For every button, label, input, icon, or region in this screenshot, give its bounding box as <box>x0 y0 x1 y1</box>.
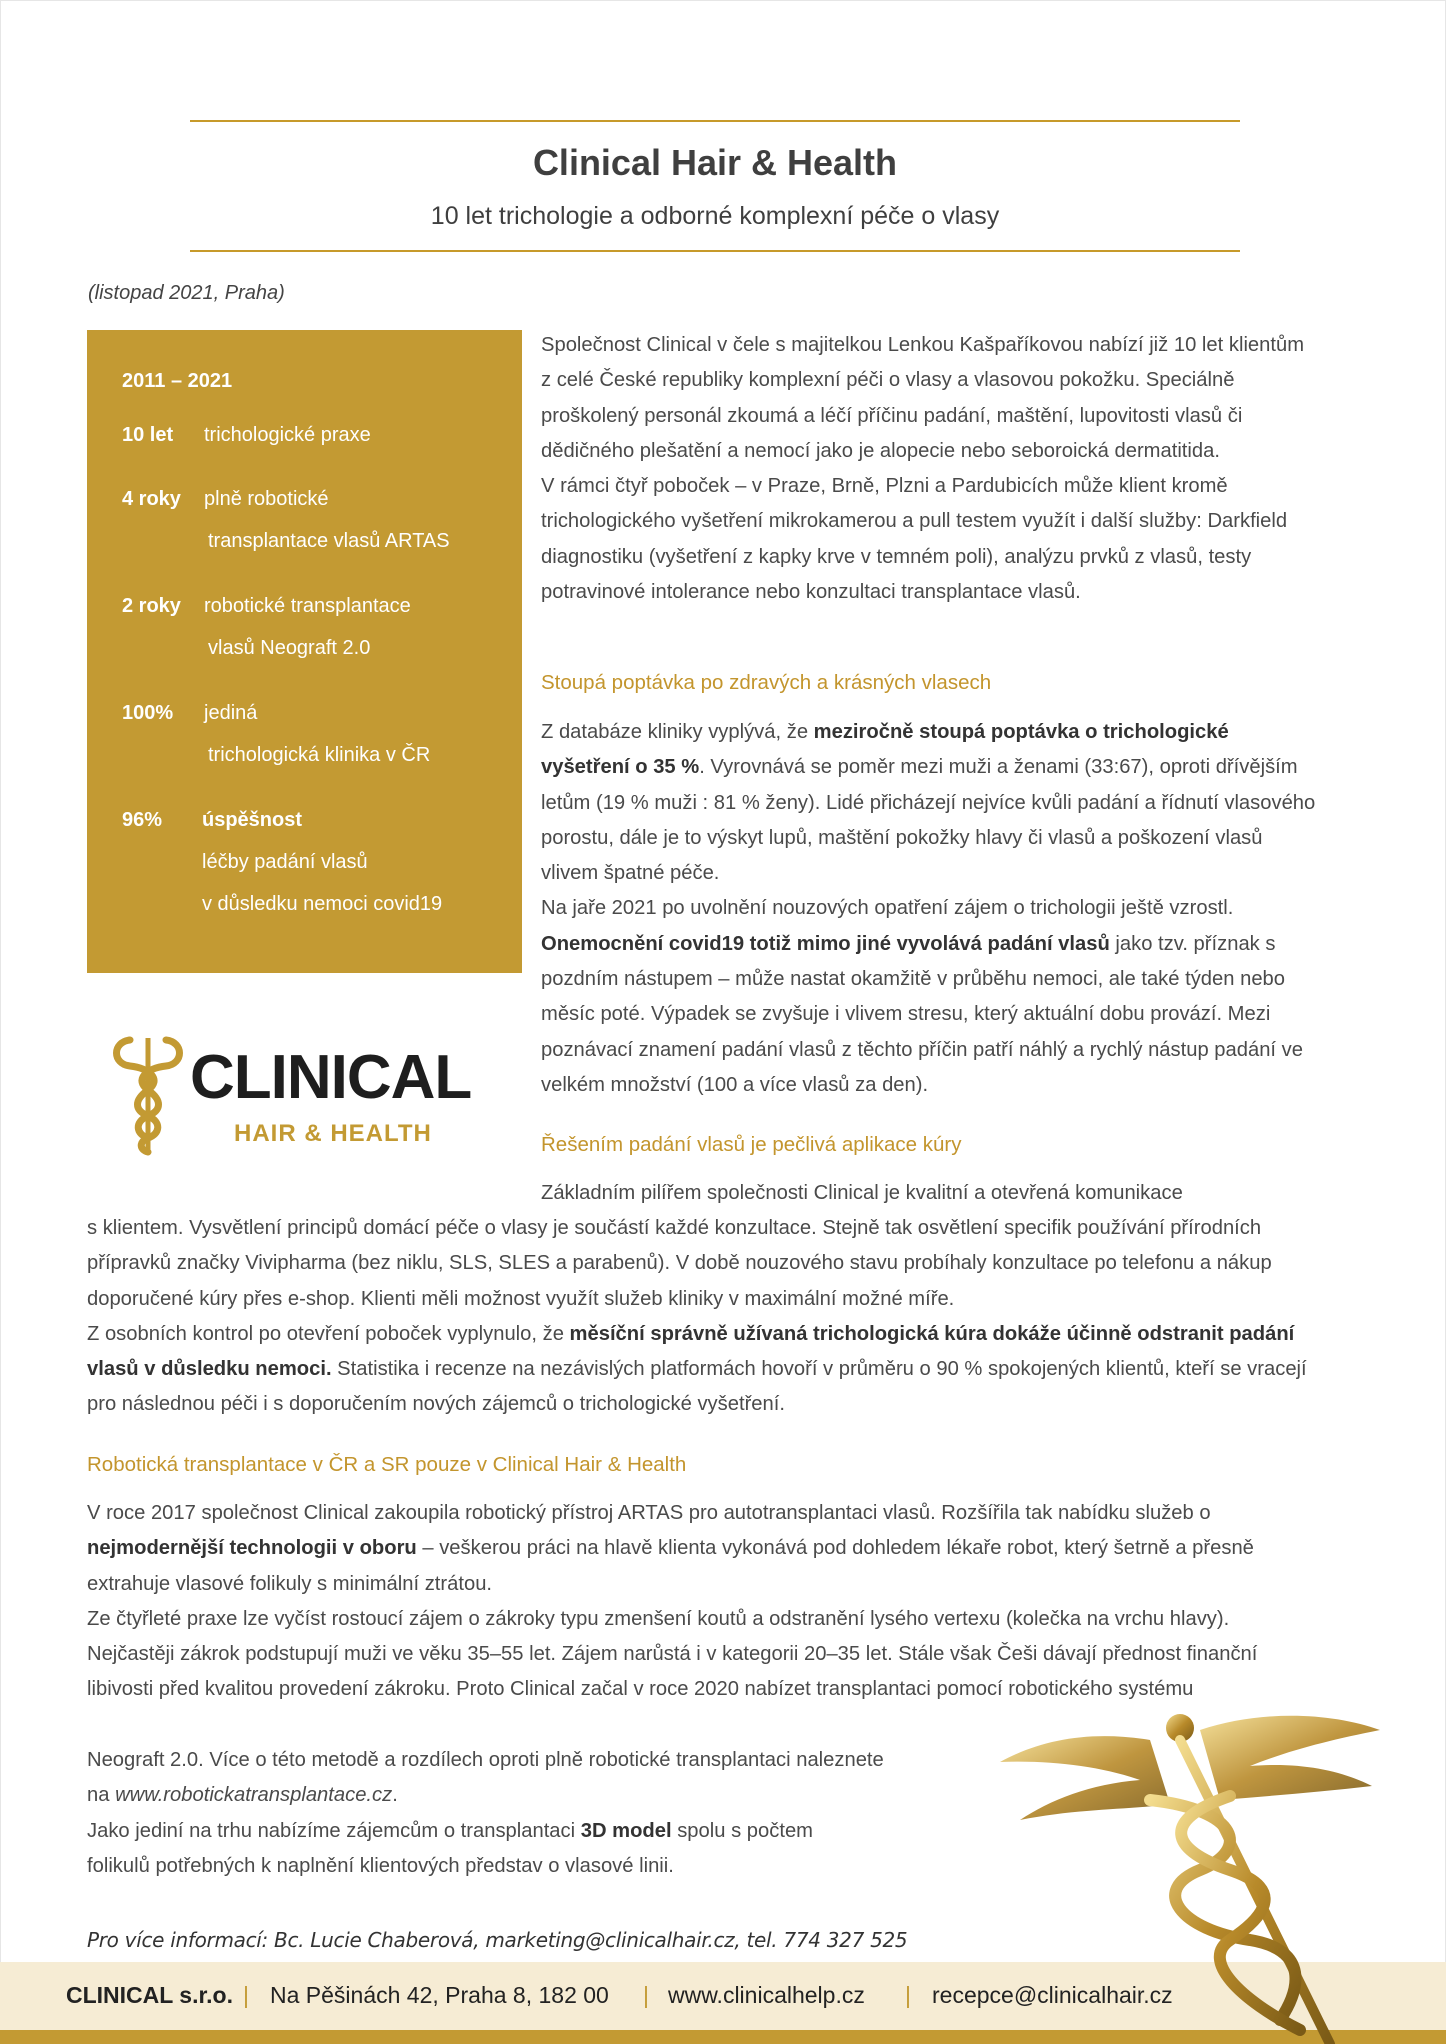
section2-first-line: Základním pilířem společnosti Clinical je kvalitní a otevřená komunikace <box>541 1182 1183 1204</box>
stat-value: 96% <box>122 809 163 831</box>
stat-label: trichologické praxe <box>204 424 371 446</box>
section1-text <box>541 715 1319 1103</box>
text-run: spolu s počtem <box>671 1819 813 1842</box>
section3-line: folikulů potřebných k naplnění klientových představ o vlasové linii. <box>87 1854 674 1877</box>
stat-label: vlasů Neograft 2.0 <box>208 637 371 659</box>
section3-paragraph <box>87 1496 1332 1602</box>
footer-email[interactable]: recepce@clinicalhair.cz <box>932 1982 1173 2008</box>
website-link[interactable]: www.robotickatransplantace.cz <box>115 1784 393 1807</box>
dateline: (listopad 2021, Praha) <box>88 282 285 304</box>
bold-text: 3D model <box>580 1819 672 1842</box>
section-heading: Stoupá poptávka po zdravých a krásných vlasech <box>541 671 992 694</box>
stat-label: v důsledku nemoci covid19 <box>202 893 443 915</box>
stat-label: robotické transplantace <box>204 595 411 617</box>
section1-paragraph <box>541 715 1319 891</box>
text-run: – veškerou práci na hlavě klienta vykonává pod dohledem lékaře robot, který šetrně a přesně extrahuje vlasové folikuly s minimální ztrátou. <box>87 1537 1254 1595</box>
footer-address: Na Pěšinách 42, Praha 8, 182 00 <box>270 1982 609 2008</box>
bold-text: meziročně stoupá poptávka o trichologické vyšetření o 35 % <box>541 721 1229 779</box>
stat-label: plně robotické <box>204 488 329 510</box>
text-run: . Vyrovnává se poměr mezi muži a ženami (33:67), oproti dřívějším letům (19 % muži : 81 % ženy). Lidé přicházejí nejvíce kvůli padání a řídnutí vlasového porostu, dále je to výskyt lupů, maštění pokožky hlavy či vlasů a poškození vlasů vlivem špatné péče. <box>541 756 1316 885</box>
stat-value: 10 let <box>122 424 174 446</box>
footer-separator: | <box>643 1982 649 2008</box>
section2-text <box>87 1211 1327 1423</box>
text-run: Statistika i recenze na nezávislých platformách hovoří v průměru o 90 % spokojených klientů, kteří se vracejí pro následnou péči i s doporučením nových zájemců o trichologické vyšetření. <box>87 1358 1307 1416</box>
text-run: Z osobních kontrol po otevření poboček vyplynulo, že <box>87 1322 570 1345</box>
logo-subtitle: HAIR & HEALTH <box>234 1120 432 1147</box>
golden-caduceus-icon <box>1000 1700 1446 2044</box>
intro-text <box>541 328 1311 610</box>
section3-text-narrow <box>87 1743 1007 1884</box>
footer-separator: | <box>905 1982 911 2008</box>
footer-separator: | <box>243 1982 249 2008</box>
stat-label: léčby padání vlasů <box>202 851 368 873</box>
bold-text: nejmodernější technologii v oboru <box>87 1537 417 1560</box>
stat-value: 2 roky <box>122 595 181 617</box>
top-rule <box>190 120 1240 122</box>
stat-value: 100% <box>122 702 174 724</box>
intro-paragraph: V rámci čtyř poboček – v Praze, Brně, Plzni a Pardubicích může klient kromě trichologického vyšetření mikrokamerou a pull testem využít i další služby: Darkfield diagnostiku (vyšetření z kapky krve v temném poli), analýzu prvků z vlasů, testy potravinové intolerance nebo konzultaci transplantace vlasů. <box>541 475 1288 604</box>
stat-value: 4 roky <box>122 488 181 510</box>
section-heading: Robotická transplantace v ČR a SR pouze v Clinical Hair & Health <box>87 1453 687 1476</box>
section3-line: Neograft 2.0. Více o této metodě a rozdílech oproti plně robotické transplantaci naleznete <box>87 1749 884 1771</box>
footer-company: CLINICAL s.r.o. <box>66 1982 233 2008</box>
intro-paragraph: Společnost Clinical v čele s majitelkou Lenkou Kašpaříkovou nabízí již 10 let klientům z celé České republiky komplexní péči o vlasy a vlasovou pokožku. Speciálně proškolený personál zkoumá a léčí příčinu padání, maštění, lupovitosti vlasů či dědičného plešatění a nemocí jako je alopecie nebo seboroická dermatitida. <box>541 334 1305 462</box>
footer-website[interactable]: www.clinicalhelp.cz <box>668 1982 865 2008</box>
stat-label: úspěšnost <box>202 809 303 831</box>
section2-paragraph: s klientem. Vysvětlení principů domácí péče o vlasy je součástí každé konzultace. Stejně tak osvětlení specifik používání přírodních přípravků značky Vivipharma (bez niklu, SLS, SLES a parabenů). V době nouzového stavu probíhaly konzultace po telefonu a nákup doporučené kúry přes e-shop. Klienti měli možnost využít služeb kliniky v maximální možné míře. <box>87 1217 1272 1310</box>
section2-paragraph <box>87 1317 1327 1423</box>
bottom-rule <box>190 250 1240 252</box>
page-subtitle: 10 let trichologie a odborné komplexní péče o vlasy <box>430 202 1000 230</box>
text-run: jako tzv. příznak s pozdním nástupem – může nastat okamžitě v průběhu nemoci, ale také týden nebo měsíc poté. Výpadek se zvyšuje i vlivem stresu, který aktuální dobu provází. Mezi poznávací znamení padání vlasů z těchto příčin patří náhlý a rychlý nástup padání ve velkém množství (100 a více vlasů za den). <box>541 932 1303 1096</box>
text-run: na <box>87 1784 116 1807</box>
text-run: Z databáze kliniky vyplývá, že <box>541 721 814 743</box>
bold-text: měsíční správně užívaná trichologická kúra dokáže účinně odstranit padání vlasů v důsledku nemoci. <box>87 1322 1295 1381</box>
stat-label: trichologická klinika v ČR <box>208 744 431 766</box>
section3-line <box>87 1814 1007 1849</box>
text-run: Na jaře 2021 po uvolnění nouzových opatření zájem o trichologii ještě vzrostl. <box>541 897 1234 920</box>
stat-label: transplantace vlasů ARTAS <box>208 530 450 552</box>
section-heading: Řešením padání vlasů je pečlivá aplikace kúry <box>541 1133 962 1156</box>
caduceus-logo-icon <box>110 1030 186 1156</box>
text-run: V roce 2017 společnost Clinical zakoupila robotický přístroj ARTAS pro autotransplantaci vlasů. Rozšířila tak nabídku služeb o <box>87 1502 1211 1524</box>
stats-period: 2011 – 2021 <box>122 370 233 392</box>
page-title: Clinical Hair & Health <box>532 142 898 183</box>
contact-info: Pro více informací: Bc. Lucie Chaberová, marketing@clinicalhair.cz, tel. 774 327 525 <box>87 1928 908 1952</box>
section3-line <box>87 1778 1007 1813</box>
text-run: . <box>392 1784 398 1807</box>
stats-box <box>87 330 522 973</box>
logo-wordmark: CLINICAL <box>190 1043 472 1112</box>
section3-text <box>87 1496 1332 1708</box>
bold-text: Onemocnění covid19 totiž mimo jiné vyvolává padání vlasů <box>541 932 1110 955</box>
text-run: Jako jediní na trhu nabízíme zájemcům o transplantaci <box>87 1819 581 1842</box>
stat-label: jediná <box>204 702 258 724</box>
clinical-logo <box>110 1030 490 1156</box>
section3-paragraph: Ze čtyřleté praxe lze vyčíst rostoucí zájem o zákroky typu zmenšení koutů a odstranění lysého vertexu (kolečka na vrchu hlavy). Nejčastěji zákrok podstupují muži ve věku 35–55 let. Zájem narůstá i v kategorii 20–35 let. Stále však Češi dávají přednost finanční libivosti před kvalitou provedení zákroku. Proto Clinical začal v roce 2020 nabízet transplantaci pomocí robotického systému <box>87 1607 1258 1701</box>
section1-paragraph <box>541 891 1319 1103</box>
